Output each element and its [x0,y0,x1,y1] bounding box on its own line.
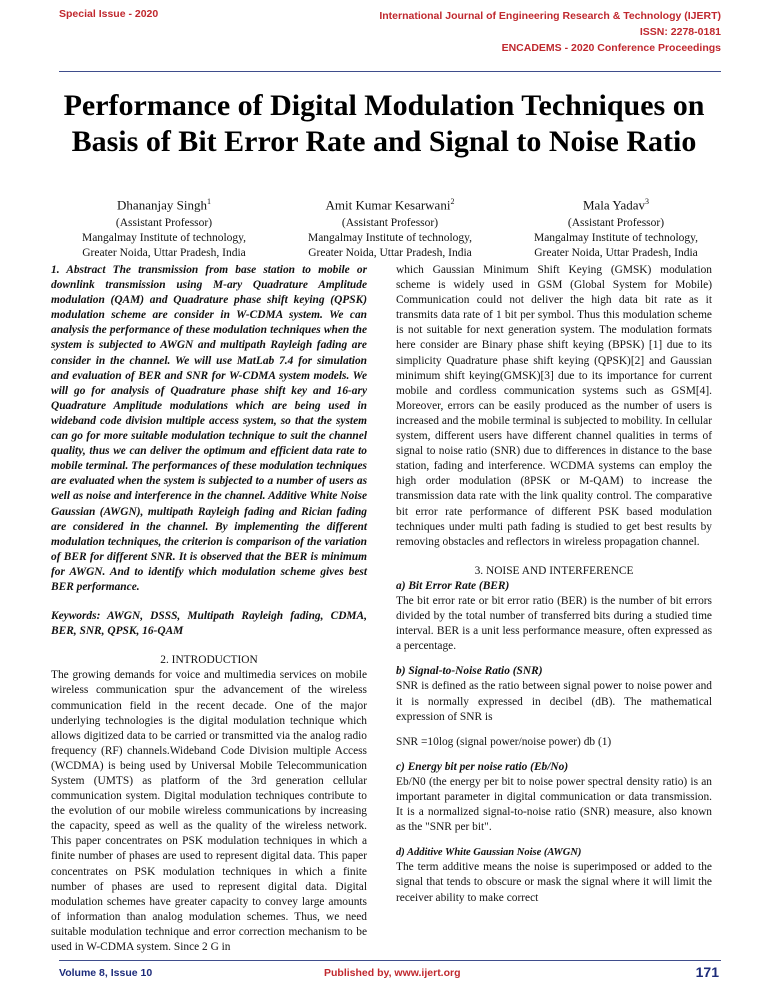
author-institution: Mangalmay Institute of technology, [307,232,473,245]
author-list [54,194,726,261]
author-name: Amit Kumar Kesarwani [325,197,451,213]
author-institution: Mangalmay Institute of technology, [81,232,247,245]
author-name: Mala Yadav [582,197,646,213]
author-role: (Assistant Professor) [567,217,665,230]
ber-text: The bit error rate or bit error ratio (BER) is the number of bit errors divided by the total number of transferred bits during a studied time interval. BER is a unit less performance measure, often expressed as a percentage. [396,594,712,653]
page-number: 171 [695,964,719,980]
author-2 [280,194,500,261]
snr-text: SNR is defined as the ratio between signal power to noise power and it is normally expressed in decibel (dB). The mathematical expression of SNR is [396,680,712,723]
subheading-snr: b) Signal-to-Noise Ratio (SNR) [396,665,543,678]
header-conference: ENCADEMS - 2020 Conference Proceedings [501,42,721,54]
author-role: (Assistant Professor) [115,217,213,230]
header-issn: ISSN: 2278-0181 [639,26,721,38]
author-affiliation-number: 3 [645,197,650,206]
left-column [51,263,367,955]
header-special-issue: Special Issue - 2020 [59,8,159,20]
subheading-awgn: d) Additive White Gaussian Noise (AWGN) [396,847,582,859]
subheading-ebno: c) Energy bit per noise ratio (Eb/No) [396,760,569,773]
author-location: Greater Noida, Uttar Pradesh, India [534,247,698,260]
author-location: Greater Noida, Uttar Pradesh, India [82,247,246,260]
header-journal-block [379,8,721,56]
abstract: 1. Abstract The transmission from base station to mobile or downlink transmission using M-ary Quadrature Amplitude modulation (QAM) and Quadrature phase shift keying (QPSK) modulation scheme are consider in W-CDMA system. We can analysis the performance of these modulation techniques when the system is subjected to AWGN and multipath Rayleigh fading are consider in the channel. We will use MatLab 7.4 for simulation and evaluation of BER and SNR for W-CDMA system models. We will go for analysis of Quadrature phase shift key and 16-ary Quadrature Amplitude modulations which are being used in wideband code division multiple access system, so that the system can go for more suitable modulation technique to suit the channel quality, thus we can deliver the optimum and efficient data rate to mobile terminal. The performances of these modulation techniques are evaluated when the system is subjected to a number of users as well as noise and interference in the channel. Additive White Noise Gaussian (AWGN), multipath Rayleigh fading and Rician fading are considered in the channel. By implementing the different modulation techniques, the criterion is comparison of the variation of BER for different SNR. It is observed that the BER is minimum for AWGN. And to identify which modulation scheme gives best BER performance. [51,264,367,593]
author-3 [506,194,726,261]
author-name: Dhananjay Singh [117,197,207,213]
header-rule [59,71,721,72]
snr-formula: SNR =10log (signal power/noise power) db (1) [396,735,612,748]
author-institution: Mangalmay Institute of technology, [533,232,699,245]
awgn-text: The term additive means the noise is superimposed or added to the signal that tends to obscure or mask the signal where it will limit the receiver ability to make correct [396,861,712,904]
introduction-text: The growing demands for voice and multimedia services on mobile wireless communication spur the advancement of the wireless communication field in the recent decade. One of the major underlying technologies is the digital modulation technique which allows digitized data to be carried or transmitted via the analog radio frequency (RF) channels.Wideband Code Division multiple Access (WCDMA) is being used by Universal Mobile Telecommunication System (UMTS) as platform of the 3rd generation cellular communication system. Digital modulation techniques contribute to the evolution of our mobile wireless communications by increasing the capacity, speed as well as the quality of the wireless network. This paper concentrates on PSK modulation techniques in which a finite number of phases are used to represent digital data. This paper concentrates on PSK modulation techniques in which a finite number of phases are used to represent digital data. Digital modulation schemes have greater capacity to convey large amounts of information than analog modulation schemes. Thus, we need suitable modulation technique and error correction mechanism to be used in W-CDMA system. Since 2 G in [51,669,367,954]
footer-rule [59,960,721,961]
footer-publisher: Published by, www.ijert.org [324,967,461,979]
author-affiliation-number: 1 [206,197,211,206]
section-heading-introduction: 2. INTRODUCTION [160,654,258,667]
introduction-continued-text: which Gaussian Minimum Shift Keying (GMSK) modulation scheme is widely used in GSM (Global System for Mobile) Communication could not deliver the high data bit rate as it transmits data rate of 1 bit per symbol. Thus this modulation scheme is not suitable for next generation system. The modulation formats here consider are Binary phase shift keying (BPSK) [1] due to its simplicity Quadrature phase shift keying (QPSK)[2] and Gaussian minimum shift keying(GMSK)[3] due to its importance for current mobile and cordless communication systems such as GSM[4]. Moreover, errors can be easily produced as the number of users is increased and the mobile terminal is subjected to mobility. In cellular system, different users have different channel qualities in terms of signal to noise ratio (SNR) due to differences in distance to the base station, fading and interference. WCDMA systems can employ the high order modulation (8PSK or M-QAM) to increase the transmission data rate with the link quality control. The comparative bit error rate performance of different PSK based modulation techniques under multi path fading is studied to get best results by removing obstacles and reflectors in wireless propagation channel. [396,264,712,548]
author-affiliation-number: 2 [450,197,455,206]
paper-title: Performance of Digital Modulation Techniques on Basis of Bit Error Rate and Signal to Noise Ratio [63,89,705,158]
section-heading-noise: 3. NOISE AND INTERFERENCE [474,564,634,577]
header-journal-name: International Journal of Engineering Research & Technology (IJERT) [379,10,721,22]
author-role: (Assistant Professor) [341,217,439,230]
footer-volume: Volume 8, Issue 10 [59,967,153,979]
right-column [396,263,712,906]
ebno-text: Eb/N0 (the energy per bit to noise power spectral density ratio) is an important parameter in digital communication or data transmission. It is a normalized signal-to-noise ratio (SNR) measure, also known as the "SNR per bit". [396,775,712,834]
author-1 [54,194,274,261]
keywords: Keywords: AWGN, DSSS, Multipath Rayleigh fading, CDMA, BER, SNR, QPSK, 16-QAM [51,610,367,638]
author-location: Greater Noida, Uttar Pradesh, India [308,247,472,260]
subheading-ber: a) Bit Error Rate (BER) [396,579,510,592]
